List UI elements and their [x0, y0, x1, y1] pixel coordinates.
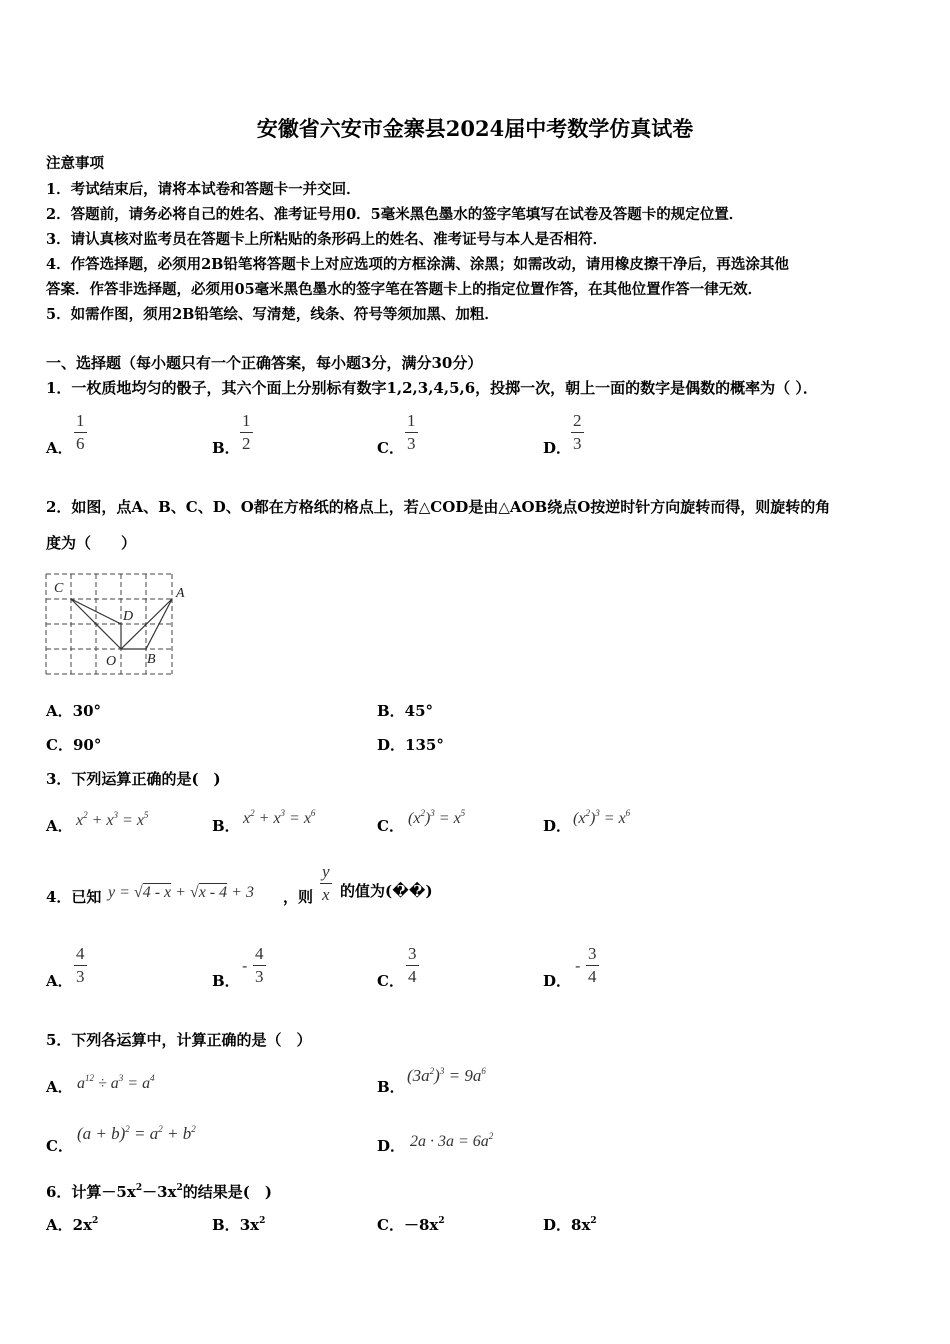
point-label-a: A: [176, 586, 185, 601]
option-label: D．: [543, 439, 572, 457]
fraction: 4 3: [255, 944, 264, 986]
minus-sign: -: [242, 956, 248, 975]
notice-line: 4．作答选择题，必须用2B铅笔将答题卡上对应选项的方框涂满、涂黑；如需改动，请用橡皮擦干净后，再选涂其他: [46, 256, 789, 273]
q2-option-b[interactable]: B．45°: [377, 702, 434, 720]
minus-sign: -: [575, 956, 581, 975]
grid-figure: [40, 568, 195, 683]
option-label: B．: [212, 817, 240, 835]
question-2-text: 2．如图，点A、B、C、D、O都在方格纸的格点上，若△COD是由△AOB绕点O按逆时针方向旋转而得，则旋转的角: [46, 498, 831, 516]
question-6-text: 6．计算$-5x^2-3x^2$的结果是( ): [46, 1183, 272, 1201]
fraction: 1 2: [242, 411, 251, 453]
math-expression: $x^2 + x^3 = x^6$: [243, 808, 316, 827]
notice-line: 5．如需作图，须用2B铅笔绘、写清楚，线条、符号等须加黑、加粗．: [46, 306, 499, 323]
question-4-suffix: 的值为(��): [340, 882, 433, 900]
question-4-mid: ，则: [283, 888, 314, 906]
q6-option-c[interactable]: C．$-8x^2$: [377, 1216, 445, 1234]
q6-option-d[interactable]: D．$8x^2$: [543, 1216, 597, 1234]
point-label-d: D: [123, 609, 134, 624]
fraction: 4 3: [76, 944, 85, 986]
option-label: D．: [543, 817, 572, 835]
notice-line: 3．请认真核对监考员在答题卡上所粘贴的条形码上的姓名、准考证号与本人是否相符．: [46, 231, 608, 248]
q2-option-d[interactable]: D．135°: [377, 736, 444, 754]
notice-line: 答案．作答非选择题，必须用05毫米黑色墨水的签字笔在答题卡上的指定位置作答，在其他位置作答一律无效．: [46, 281, 763, 298]
fraction: 2 3: [573, 411, 582, 453]
y-over-x: y x: [322, 862, 330, 904]
q4-equation: y = √4 - x + √x - 4 + 3: [108, 884, 254, 901]
point-label-b: B: [147, 652, 156, 667]
option-label: C．: [46, 1137, 73, 1155]
math-expression: $2a \cdot 3a = 6a^2$: [410, 1131, 494, 1150]
question-5-text: 5．下列各运算中，计算正确的是（ ）: [46, 1031, 312, 1049]
q2-option-c[interactable]: C．90°: [46, 736, 102, 754]
math-expression: $a^{12} \div a^3 = a^4$: [77, 1073, 155, 1092]
math-expression: $(x^2)^3 = x^6$: [573, 808, 631, 827]
option-label: A．: [46, 817, 73, 835]
fraction: 3 4: [588, 944, 597, 986]
option-label: D．: [543, 972, 572, 990]
option-label: B．: [212, 439, 240, 457]
option-label: B．: [377, 1078, 405, 1096]
math-expression: $(3a^2)^3 = 9a^6$: [407, 1066, 486, 1085]
notice-line: 2．答题前，请务必将自己的姓名、准考证号用0．5毫米黑色墨水的签字笔填写在试卷及答题卡的规定位置．: [46, 206, 744, 223]
option-label: B．: [212, 972, 240, 990]
notice-line: 1．考试结束后，请将本试卷和答题卡一并交回．: [46, 181, 361, 198]
fraction: 1 3: [407, 411, 416, 453]
question-1-text: 1．一枚质地均匀的骰子，其六个面上分别标有数字1,2,3,4,5,6，投掷一次，朝上一面的数字是偶数的概率为（ ）．: [46, 379, 818, 397]
option-label: A．: [46, 439, 73, 457]
fraction: 3 4: [408, 944, 417, 986]
q6-option-b[interactable]: B．$3x^2$: [212, 1216, 266, 1234]
q6-option-a[interactable]: A．$2x^2$: [46, 1216, 99, 1234]
option-label: C．: [377, 439, 404, 457]
option-label: C．: [377, 817, 404, 835]
question-3-text: 3．下列运算正确的是( ): [46, 770, 221, 788]
point-label-o: O: [106, 654, 117, 669]
option-label: D．: [377, 1137, 406, 1155]
q2-option-a[interactable]: A．30°: [46, 702, 102, 720]
fraction: 1 6: [76, 411, 85, 453]
question-4-prefix: 4．已知: [46, 888, 102, 906]
notice-heading: 注意事项: [46, 155, 104, 172]
page-title: 安徽省六安市金寨县2024届中考数学仿真试卷: [256, 116, 694, 141]
option-label: A．: [46, 972, 73, 990]
math-expression: $(a + b)^2 = a^2 + b^2$: [77, 1124, 196, 1143]
math-expression: $x^2 + x^3 = x^5$: [76, 810, 149, 829]
point-label-c: C: [54, 581, 64, 596]
question-2-text-cont: 度为（ ）: [46, 534, 137, 552]
option-label: C．: [377, 972, 404, 990]
option-label: A．: [46, 1078, 73, 1096]
math-expression: $(x^2)^3 = x^5$: [408, 808, 466, 827]
section-heading: 一、选择题（每小题只有一个正确答案，每小题3分，满分30分）: [46, 354, 483, 372]
